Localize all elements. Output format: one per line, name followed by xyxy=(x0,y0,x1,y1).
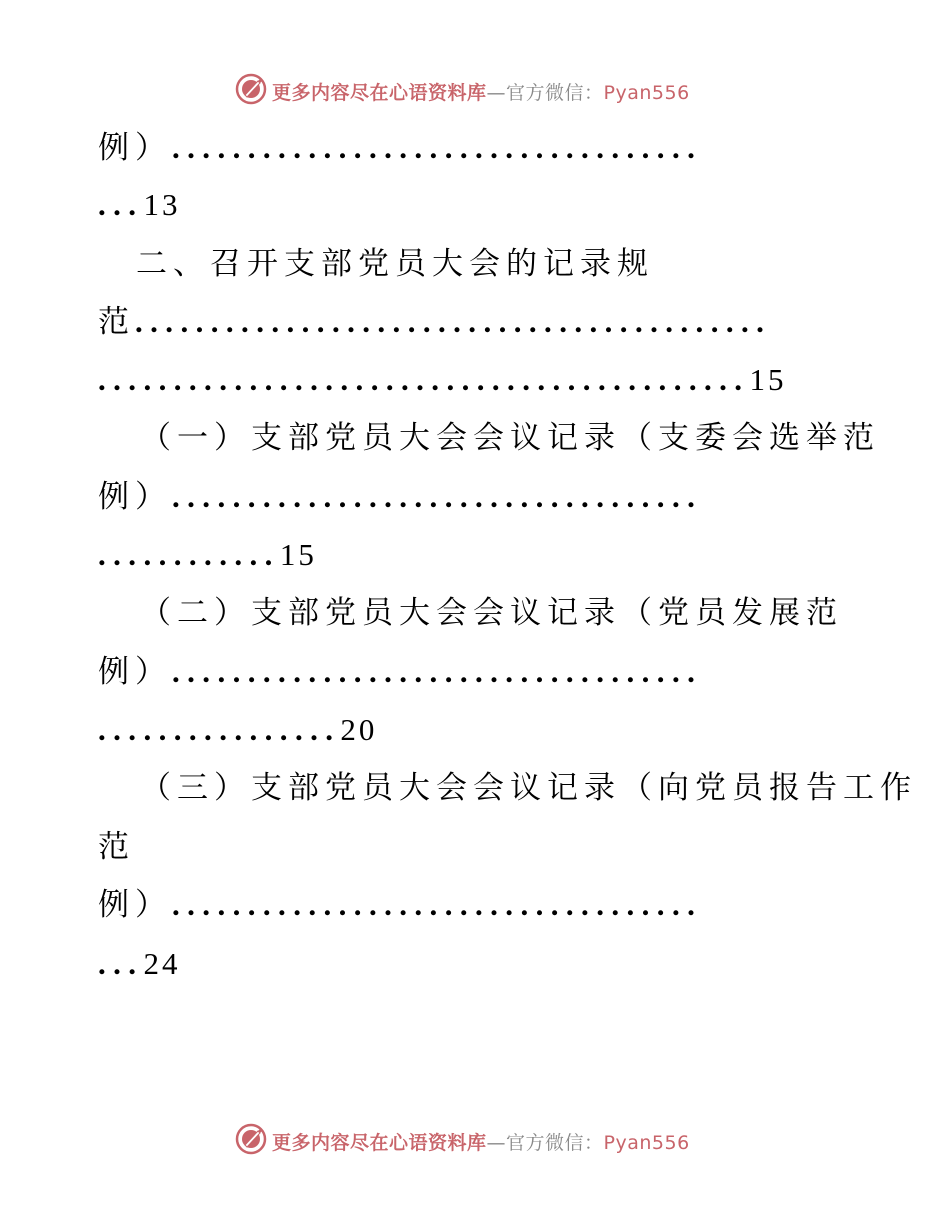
watermark-account: Pyan556 xyxy=(603,82,690,104)
watermark-main-text: 更多内容尽在心语资料库 xyxy=(272,82,487,104)
toc-line xyxy=(98,535,317,575)
toc-line-text: （一）支部党员大会会议记录（支委会选举范 xyxy=(140,420,880,456)
toc-heading xyxy=(140,768,917,808)
pen-seal-icon xyxy=(234,1122,268,1156)
watermark-main-text: 更多内容尽在心语资料库 xyxy=(272,1132,487,1154)
toc-page-number: 13 xyxy=(143,187,181,222)
toc-line-text: 例） xyxy=(98,130,172,166)
toc-line xyxy=(98,885,702,925)
watermark-account: Pyan556 xyxy=(603,1132,690,1154)
toc-leader-dots: ... xyxy=(98,946,144,981)
toc-line xyxy=(98,185,180,225)
toc-line-text: 范 xyxy=(98,304,135,340)
toc-page-number: 15 xyxy=(279,537,317,572)
toc-line-text: （二）支部党员大会会议记录（党员发展范 xyxy=(140,595,843,631)
watermark-dash: — xyxy=(486,1132,507,1154)
toc-page-number: 15 xyxy=(749,362,787,397)
toc-line xyxy=(98,128,702,168)
watermark-banner-bottom xyxy=(0,1120,950,1160)
toc-line-text: 例） xyxy=(98,654,172,690)
toc-line-text: 二、召开支部党员大会的记录规 xyxy=(136,246,654,282)
watermark-text xyxy=(272,1128,690,1155)
toc-line xyxy=(98,944,180,984)
toc-line xyxy=(98,827,135,867)
toc-line xyxy=(98,710,377,750)
toc-leader-dots: ................ xyxy=(98,712,341,747)
toc-leader-dots: ................................... xyxy=(172,887,703,922)
toc-leader-dots: ........................................... xyxy=(98,362,750,397)
toc-page-number: 24 xyxy=(143,946,181,981)
watermark-sub-text: 官方微信： xyxy=(506,1132,604,1154)
toc-line xyxy=(98,652,702,692)
toc-leader-dots: ................................... xyxy=(172,654,703,689)
toc-heading xyxy=(140,593,843,633)
toc-line xyxy=(98,477,702,517)
toc-line-text: 例） xyxy=(98,479,172,515)
toc-line-text: （三）支部党员大会会议记录（向党员报告工作 xyxy=(140,770,917,806)
toc-heading xyxy=(136,244,654,284)
watermark-dash: — xyxy=(486,82,507,104)
toc-heading xyxy=(140,418,880,458)
toc-line xyxy=(98,360,786,400)
watermark-sub-text: 官方微信： xyxy=(506,82,604,104)
toc-line-text: 例） xyxy=(98,887,172,923)
toc-leader-dots: ............ xyxy=(98,537,280,572)
toc-leader-dots: ... xyxy=(98,187,144,222)
toc-line xyxy=(98,302,771,342)
toc-page-number: 20 xyxy=(340,712,378,747)
toc-leader-dots: ................................... xyxy=(172,479,703,514)
toc-leader-dots: ................................... xyxy=(172,130,703,165)
toc-line-text: 范 xyxy=(98,829,135,865)
toc-leader-dots: .......................................... xyxy=(135,304,772,339)
